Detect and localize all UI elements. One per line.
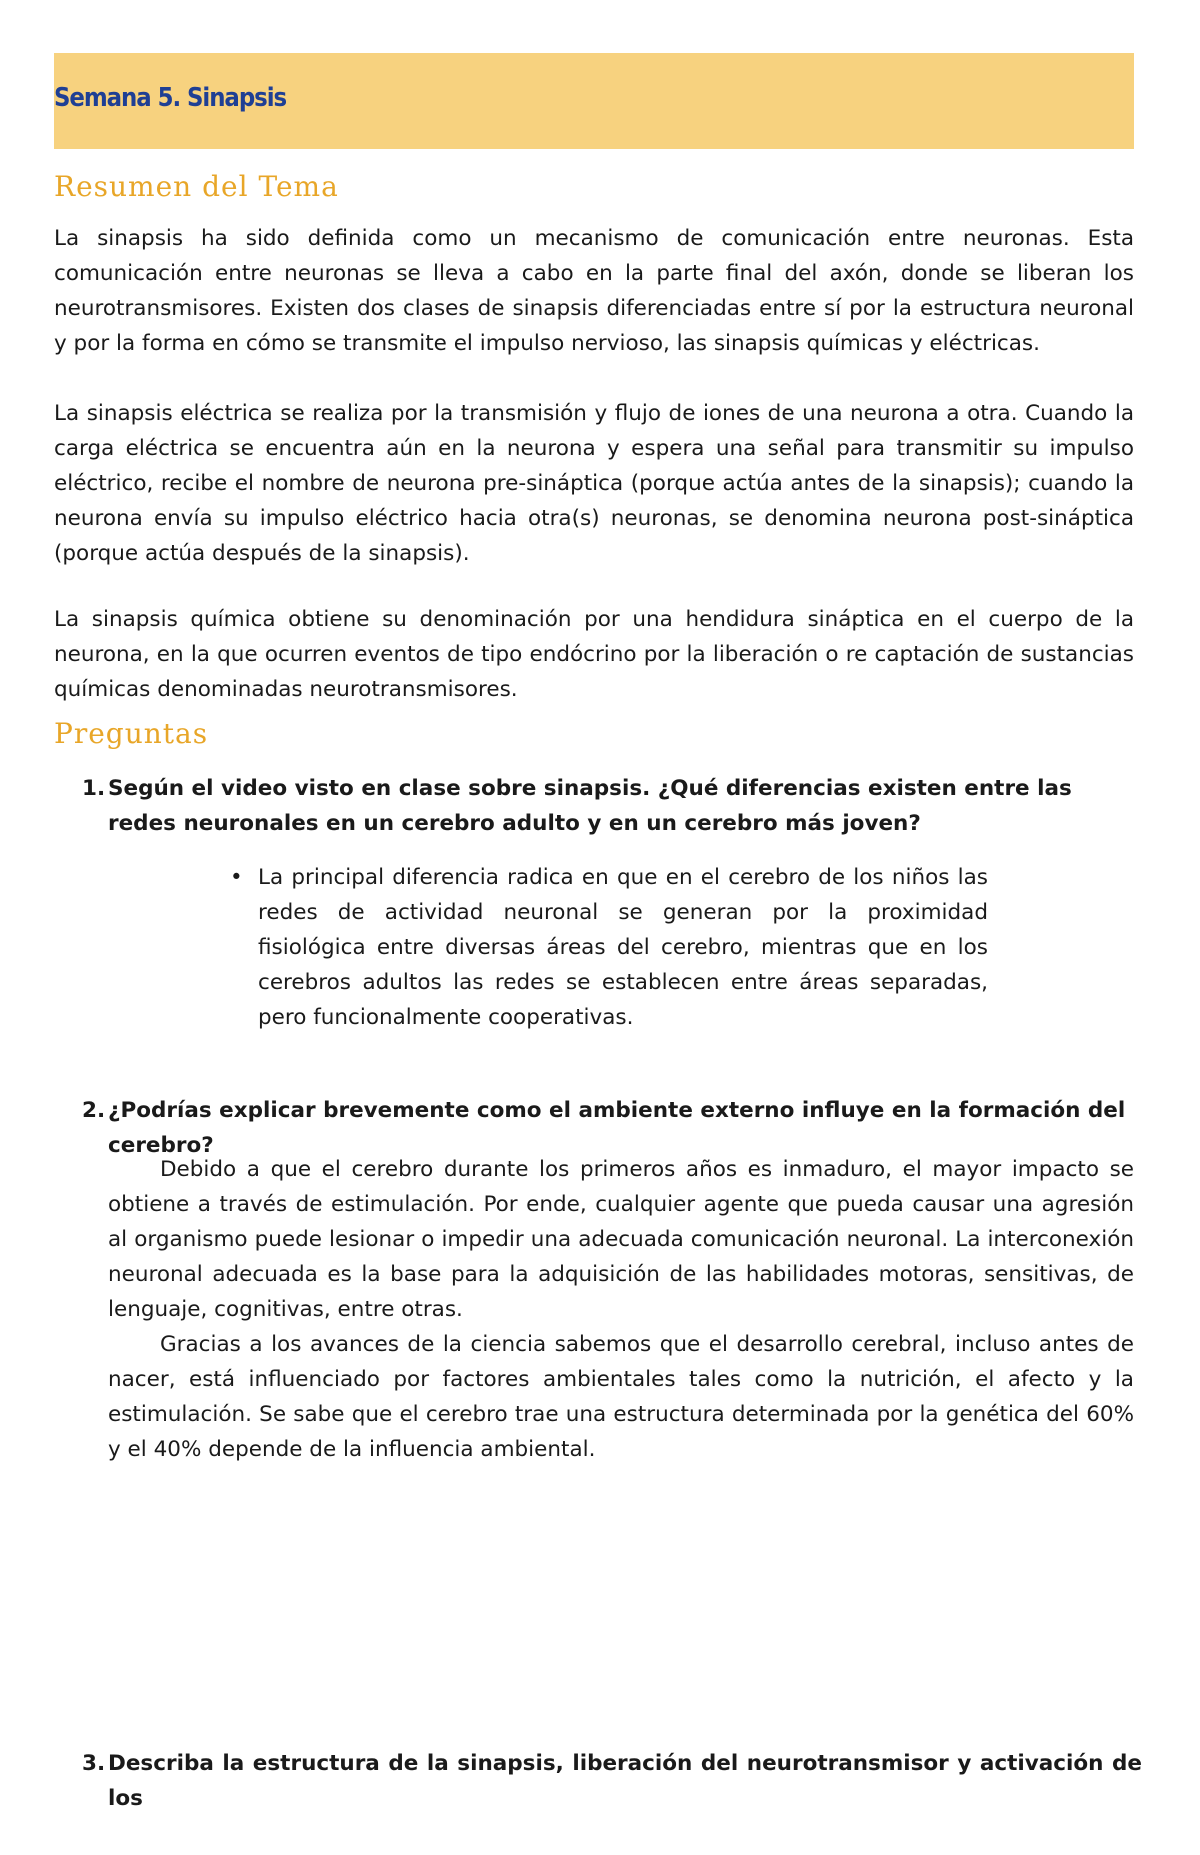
question-2-answer-paragraph-2: Gracias a los avances de la ciencia sabemos que el desarrollo cerebral, incluso antes de nacer, está influenciado por factores ambientales tales como la nutrición, el afecto y la estimulación. Se sabe que el cerebro trae una estructura determinada por la genética del 60% y el 40% depende de la influencia ambiental.	[108, 1332, 1134, 1462]
summary-heading: Resumen del Tema	[54, 170, 339, 203]
page-title: Semana 5. Sinapsis	[54, 83, 287, 113]
summary-paragraph-3: La sinapsis química obtiene su denominación por una hendidura sináptica en el cuerpo de la neurona, en la que ocurren eventos de tipo endócrino por la liberación o re captación de sustancias químicas denominadas neurotransmisores.	[54, 607, 1134, 702]
question-2-text: ¿Podrías explicar brevemente como el ambiente externo influye en la formación del cerebro?	[108, 1098, 1126, 1158]
bullet-icon: •	[230, 865, 243, 890]
question-3-number: 3.	[82, 1751, 106, 1776]
question-1	[82, 771, 1092, 841]
question-1-number: 1.	[82, 776, 106, 801]
question-1-answer-text: La principal diferencia radica en que en el cerebro de los niños las redes de actividad neuronal se generan por la proximidad fisiológica entre diversas áreas del cerebro, mientras que en los cerebros adultos las redes se establecen entre áreas separadas, pero funcionalmente cooperativas.	[258, 865, 988, 1030]
question-1-text: Según el video visto en clase sobre sinapsis. ¿Qué diferencias existen entre las redes neuronales en un cerebro adulto y en un cerebro más joven?	[108, 776, 1072, 836]
summary-paragraph-2: La sinapsis eléctrica se realiza por la transmisión y flujo de iones de una neurona a otra. Cuando la carga eléctrica se encuentra aún en la neurona y espera una señal para transmitir su impulso eléctrico, recibe el nombre de neurona pre-sináptica (porque actúa antes de la sinapsis); cuando la neurona envía su impulso eléctrico hacia otra(s) neuronas, se denomina neurona post-sináptica (porque actúa después de la sinapsis).	[54, 401, 1134, 566]
title-banner	[54, 53, 1134, 149]
summary-paragraph-1: La sinapsis ha sido definida como un mecanismo de comunicación entre neuronas. Esta comunicación entre neuronas se lleva a cabo en la parte final del axón, donde se liberan los neurotransmisores. Existen dos clases de sinapsis diferenciadas entre sí por la estructura neuronal y por la forma en cómo se transmite el impulso nervioso, las sinapsis químicas y eléctricas.	[54, 226, 1134, 356]
questions-heading: Preguntas	[54, 717, 209, 750]
question-3-text: Describa la estructura de la sinapsis, liberación del neurotransmisor y activación de los	[108, 1751, 1142, 1811]
question-3	[82, 1746, 1142, 1816]
question-2-number: 2.	[82, 1098, 106, 1123]
question-2-answer-paragraph-1: Debido a que el cerebro durante los primeros años es inmaduro, el mayor impacto se obtiene a través de estimulación. Por ende, cualquier agente que pueda causar una agresión al organismo puede lesionar o impedir una adecuada comunicación neuronal. La interconexión neuronal adecuada es la base para la adquisición de las habilidades motoras, sensitivas, de lenguaje, cognitivas, entre otras.	[108, 1157, 1134, 1322]
